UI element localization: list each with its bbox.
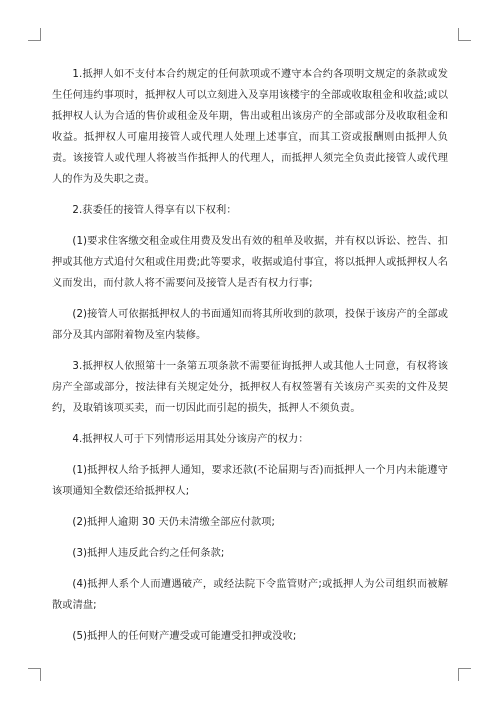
paragraph-11: (5)抵押人的任何财产遭受或可能遭受扣押或没收; [72,631,297,642]
paragraph-7: (1)抵押权人给予抵押人通知，要求还款(不论届期与否)而抵押人一个月内未能遵守该项通知全数偿还给抵押权人; [52,465,448,497]
paragraph-3: (1)要求住客缴交租金或住用费及发出有效的租单及收据，并有权以诉讼、控告、扣押或其他方式追付欠租或住用费;此等要求，收据或追付事宜，将以抵押人或抵押权人名义而发出，而付款人将不需要问及接管人是否有权力行事; [52,236,448,289]
document-body [52,64,448,657]
paragraph-6: 4.抵押权人可于下列情形运用其处分该房产的权力： [72,434,309,445]
paragraph-1: 1.抵押人如不支付本合约规定的任何款项或不遵守本合约各项明文规定的条款或发生任何违约事项时，抵押权人可以立刻进入及享用该楼宇的全部或收取租金和收益;或以抵押权人认为合适的售价或租金及年期，售出或租出该房产的全部或部分及收取租金和收益。抵押权人可雇用接管人或代理人处理上述事宜，而其工资或报酬则由抵押人负责。该接管人或代理人将被当作抵押人的代理人，而抵押人须完全负责此接管人或代理人的作为及失职之责。 [52,69,448,185]
paragraph-8: (2)抵押人逾期 30 天仍未清缴全部应付款项; [72,517,276,528]
crop-mark-bottom-right [458,668,471,681]
crop-mark-bottom-left [28,668,41,681]
paragraph-2: 2.获委任的接管人得享有以下权利： [72,205,237,216]
paragraph-4: (2)接管人可依据抵押权人的书面通知而将其所收到的款项，投保于该房产的全部或部分及其内部附着物及室内装修。 [52,309,448,341]
crop-mark-top-left [28,28,41,41]
paragraph-9: (3)抵押人违反此合约之任何条款; [72,548,225,559]
paragraph-5: 3.抵押权人依照第十一条第五项条款不需要征询抵押人或其他人士同意，有权将该房产全部或部分，按法律有关规定处分，抵押权人有权签署有关该房产买卖的文件及契约，及取销该项买卖，而一切因此而引起的损失，抵押人不须负责。 [52,361,448,414]
paragraph-10: (4)抵押人系个人而遭遇破产，或经法院下令监管财产;或抵押人为公司组织而被解散或清盘; [52,579,448,611]
crop-mark-top-right [458,28,471,41]
